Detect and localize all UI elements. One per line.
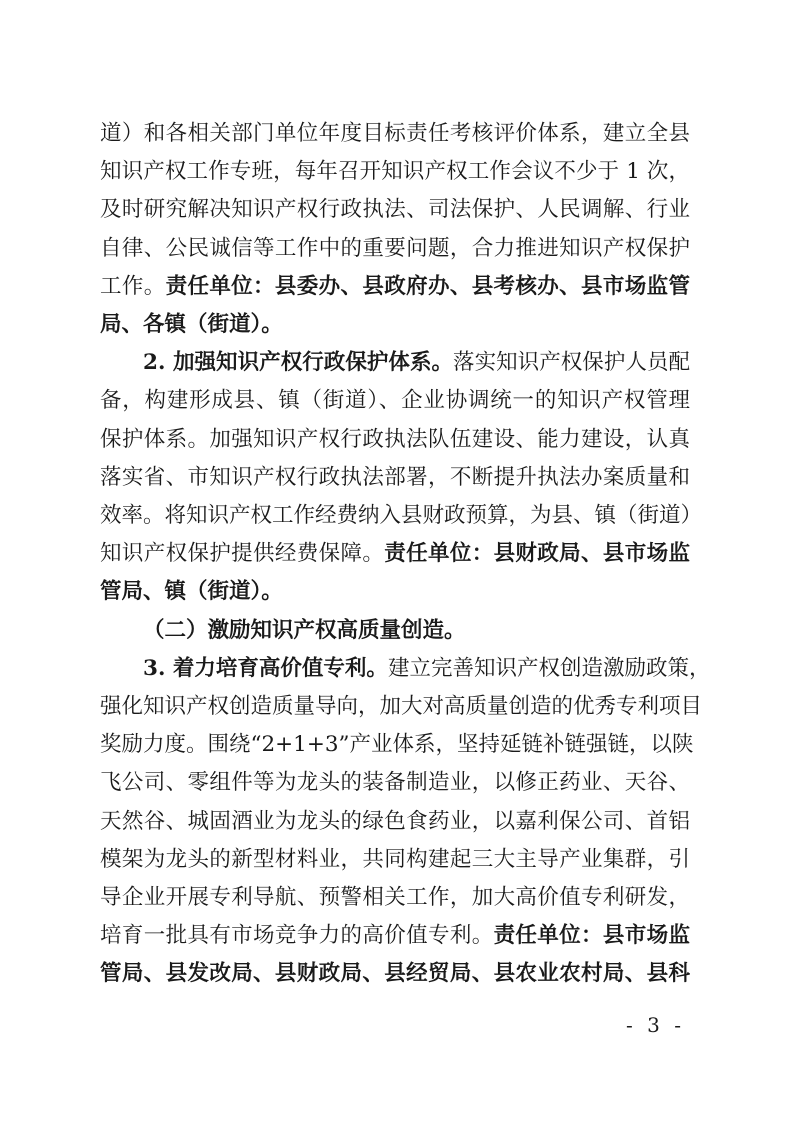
bold-text-segment: 管局、镇（街道）。 [100, 579, 283, 605]
paragraph-p1 [100, 115, 690, 344]
text-line [100, 573, 690, 611]
bold-text-segment: 责任单位：县财政局、县市场监 [384, 541, 690, 567]
text-line [100, 841, 690, 879]
text-line [100, 688, 703, 726]
text-segment: 飞公司、零组件等为龙头的装备制造业，以修正药业、天谷、 [100, 770, 690, 796]
page-number: - 3 - [626, 1013, 685, 1037]
text-line [100, 879, 690, 917]
text-segment: 及时研究解决知识产权行政执法、司法保护、人民调解、行业 [100, 197, 690, 223]
text-segment: 保护体系。加强知识产权行政执法队伍建设、能力建设，认真 [100, 426, 690, 452]
text-line [100, 153, 690, 191]
text-line [100, 191, 690, 229]
text-line [100, 344, 690, 382]
text-line [100, 306, 690, 344]
text-segment: 培育一批具有市场竞争力的高价值专利。 [100, 923, 494, 949]
paragraph-p4 [100, 650, 711, 994]
bold-text-segment: 管局、县发改局、县财政局、县经贸局、县农业农村局、县科 [100, 961, 690, 987]
bold-text-segment: 责任单位：县委办、县政府办、县考核办、县市场监管 [165, 273, 690, 299]
bold-text-segment: （二）激励知识产权高质量创造。 [143, 617, 466, 643]
text-segment: 导企业开展专利导航、预警相关工作，加大高价值专利研发， [100, 885, 690, 911]
text-segment: 落实省、市知识产权行政执法部署，不断提升执法办案质量和 [100, 464, 690, 490]
text-segment: 模架为龙头的新型材料业，共同构建起三大主导产业集群，引 [100, 846, 690, 872]
text-segment: 备，构建形成县、镇（街道）、企业协调统一的知识产权管理 [100, 388, 690, 414]
text-line [100, 115, 690, 153]
text-line [100, 497, 703, 535]
text-line [100, 917, 690, 955]
text-line [100, 726, 694, 764]
text-line [100, 764, 690, 802]
text-segment: 奖励力度。围绕“2+1+3”产业体系，坚持延链补链强链，以陕 [100, 732, 694, 758]
text-line [100, 459, 690, 497]
text-line [100, 230, 690, 268]
text-line [100, 955, 690, 993]
paragraph-p2 [100, 344, 703, 611]
text-segment: 强化知识产权创造质量导向，加大对高质量创造的优秀专利项目 [100, 694, 703, 720]
bold-text-segment: 3. 着力培育高价值专利。 [143, 655, 388, 681]
text-segment: 工作。 [100, 273, 166, 299]
bold-text-segment: 2. 加强知识产权行政保护体系。 [143, 350, 454, 376]
bold-text-segment: 局、各镇（街道）。 [100, 312, 283, 338]
text-line [100, 612, 690, 650]
text-segment: 知识产权工作专班，每年召开知识产权工作会议不少于 1 次， [100, 159, 690, 185]
text-line [100, 535, 690, 573]
text-line [100, 268, 690, 306]
text-segment: 效率。将知识产权工作经费纳入县财政预算，为县、镇（街道） [100, 503, 703, 529]
text-line [100, 650, 711, 688]
text-segment: 道）和各相关部门单位年度目标责任考核评价体系，建立全县 [100, 121, 690, 146]
paragraph-p3 [100, 612, 690, 650]
text-line [100, 421, 690, 459]
text-line [100, 803, 690, 841]
text-segment: 落实知识产权保护人员配 [453, 350, 690, 376]
text-segment: 建立完善知识产权创造激励政策， [387, 655, 711, 681]
text-segment: 天然谷、城固酒业为龙头的绿色食药业，以嘉利保公司、首铝 [100, 808, 690, 834]
text-segment: 自律、公民诚信等工作中的重要问题，合力推进知识产权保护 [100, 235, 690, 261]
text-line [100, 382, 690, 420]
document-body [100, 115, 711, 994]
text-segment: 知识产权保护提供经费保障。 [100, 541, 385, 567]
bold-text-segment: 责任单位：县市场监 [493, 923, 690, 949]
